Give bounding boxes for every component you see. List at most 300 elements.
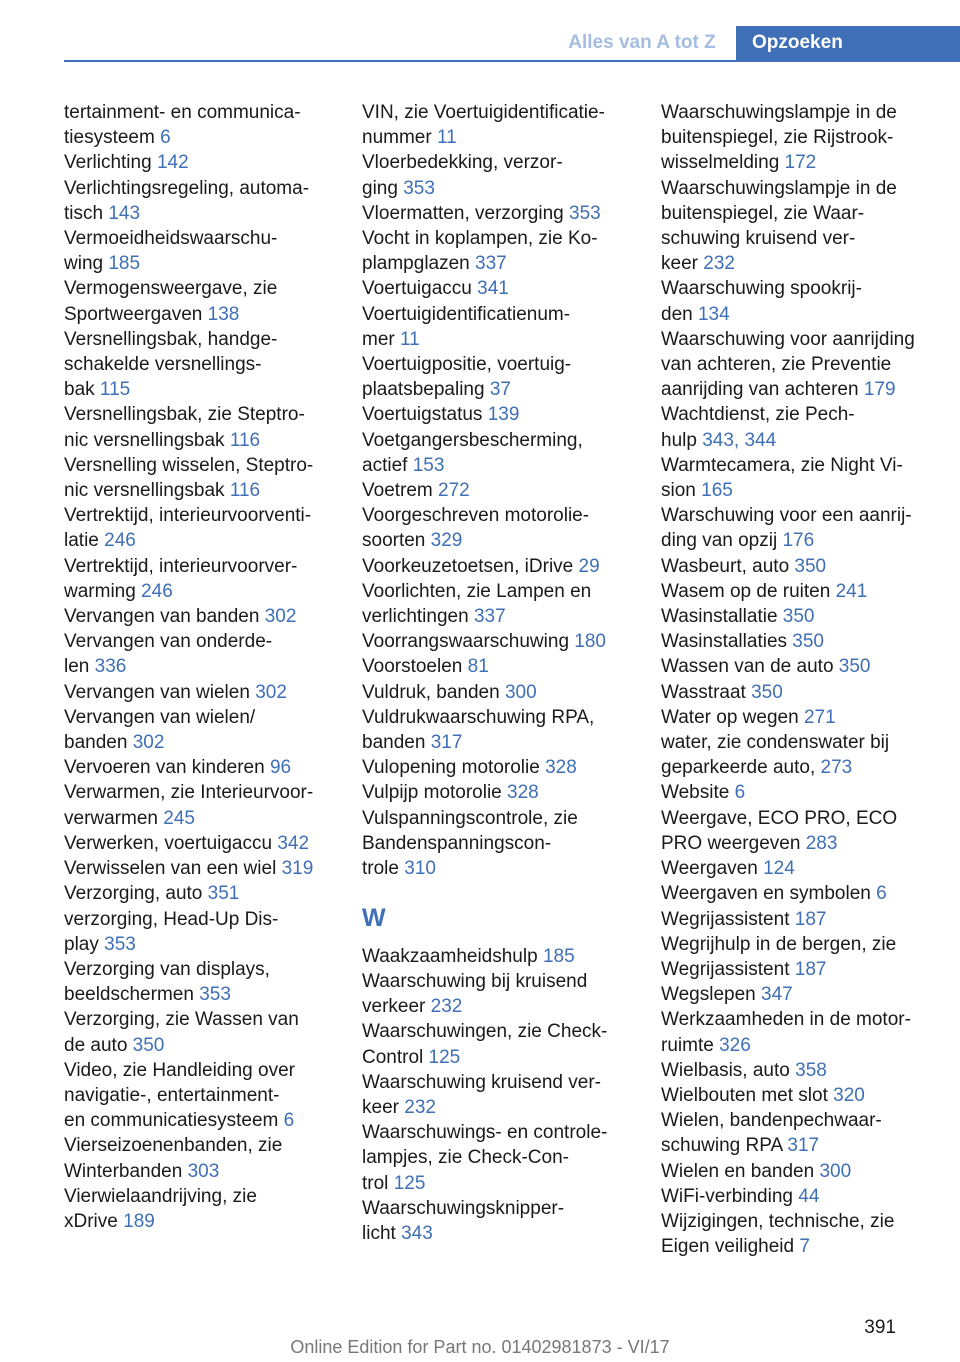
entry-line bbox=[661, 125, 931, 150]
entry-line bbox=[64, 554, 336, 579]
page-reference-link[interactable]: 273 bbox=[820, 757, 853, 779]
page-reference-link[interactable]: 350 bbox=[132, 1034, 165, 1056]
page-reference-link[interactable]: 165 bbox=[701, 480, 733, 502]
index-entry bbox=[362, 1196, 634, 1246]
page-reference-link[interactable]: 6 bbox=[160, 127, 171, 149]
entry-text: keer bbox=[362, 1096, 405, 1118]
page-reference-link[interactable]: 303 bbox=[187, 1160, 220, 1182]
entry-text: Waarschuwing bij kruisend bbox=[362, 970, 588, 992]
page-reference-link[interactable]: 320 bbox=[833, 1084, 865, 1106]
entry-line bbox=[362, 377, 634, 402]
entry-text: Vuldruk, banden bbox=[362, 681, 505, 703]
page-reference-link[interactable]: 180 bbox=[574, 631, 606, 653]
entry-text: Waarschuwing spookrij- bbox=[661, 278, 862, 300]
entry-line bbox=[661, 1209, 931, 1234]
page-reference-link[interactable]: 187 bbox=[794, 958, 827, 980]
entry-line bbox=[661, 1133, 931, 1158]
index-entry bbox=[362, 428, 634, 478]
entry-text: VIN, zie Voertuigidentificatie- bbox=[362, 102, 605, 123]
entry-line bbox=[64, 377, 336, 402]
entry-line bbox=[661, 201, 931, 226]
entry-line bbox=[64, 226, 336, 251]
entry-line bbox=[661, 327, 931, 352]
entry-line bbox=[661, 579, 931, 604]
page-reference-link[interactable]: 134 bbox=[697, 303, 730, 325]
index-entry bbox=[64, 503, 336, 553]
entry-text: Waarschuwingsknipper- bbox=[362, 1197, 565, 1219]
entry-text: nic versnellingsbak bbox=[64, 429, 230, 451]
entry-text: Verzorging, auto bbox=[64, 883, 208, 905]
index-entry bbox=[661, 503, 931, 553]
entry-line bbox=[362, 302, 634, 327]
index-entry bbox=[362, 806, 634, 882]
index-entry bbox=[362, 150, 634, 200]
page-reference-link[interactable]: 310 bbox=[404, 858, 436, 880]
index-entry bbox=[661, 629, 931, 654]
index-entry bbox=[64, 226, 336, 276]
entry-text: Weergaven en symbolen bbox=[661, 883, 877, 905]
entry-text: Voorkeuzetoetsen, iDrive bbox=[362, 555, 579, 577]
entry-line bbox=[64, 528, 336, 553]
index-entry bbox=[661, 100, 931, 176]
entry-text: Waarschuwings- en controle- bbox=[362, 1122, 608, 1144]
entry-line bbox=[661, 1083, 931, 1108]
entry-text: Voertuigidentificatienum- bbox=[362, 303, 571, 325]
index-entry bbox=[661, 1159, 931, 1184]
entry-line bbox=[64, 579, 336, 604]
entry-text: Vervangen van wielen/ bbox=[64, 706, 256, 728]
entry-text: Waarschuwing kruisend ver- bbox=[362, 1071, 601, 1093]
index-entry bbox=[64, 705, 336, 755]
index-entry bbox=[661, 780, 931, 805]
entry-text: Verzorging, zie Wassen van bbox=[64, 1009, 299, 1031]
entry-line bbox=[661, 654, 931, 679]
entry-line bbox=[362, 579, 634, 604]
page-reference-link[interactable]: 187 bbox=[794, 908, 827, 930]
entry-text: Verwisselen van een wiel bbox=[64, 858, 282, 880]
entry-text: Vermogensweergave, zie bbox=[64, 278, 278, 300]
page-reference-link[interactable]: 153 bbox=[412, 454, 445, 476]
page-number: 391 bbox=[864, 1317, 896, 1338]
page-reference-link[interactable]: 6 bbox=[734, 782, 746, 804]
page-reference-link[interactable]: 185 bbox=[542, 945, 575, 967]
entry-line bbox=[362, 1019, 634, 1044]
index-entry bbox=[64, 957, 336, 1007]
entry-text: Werkzaamheden in de motor- bbox=[661, 1009, 911, 1031]
index-entry bbox=[64, 1184, 336, 1234]
page-reference-link[interactable]: 138 bbox=[207, 303, 240, 325]
page-reference-link[interactable]: 7 bbox=[799, 1236, 810, 1258]
page-reference-link[interactable]: 189 bbox=[123, 1210, 155, 1232]
entry-text: Vermoeidheidswaarschu- bbox=[64, 228, 278, 250]
page-reference-link[interactable]: 300 bbox=[819, 1160, 852, 1182]
page-reference-link[interactable]: 185 bbox=[108, 253, 141, 275]
entry-line bbox=[661, 302, 931, 327]
page-reference-link[interactable]: 115 bbox=[99, 379, 131, 401]
entry-line bbox=[362, 680, 634, 705]
index-entry bbox=[362, 944, 634, 969]
entry-text: Voorlichten, zie Lampen en bbox=[362, 580, 592, 602]
entry-line bbox=[661, 428, 931, 453]
page-reference-link[interactable]: 351 bbox=[207, 883, 240, 905]
page-reference-link[interactable]: 353 bbox=[199, 984, 231, 1006]
index-column-2 bbox=[362, 100, 634, 1246]
entry-line bbox=[661, 453, 931, 478]
entry-line bbox=[362, 478, 634, 503]
entry-line bbox=[362, 1171, 634, 1196]
page-reference-link[interactable]: 245 bbox=[163, 807, 195, 829]
entry-line bbox=[64, 881, 336, 906]
entry-text: Waarschuwing voor aanrijding bbox=[661, 328, 915, 350]
page-reference-link[interactable]: 172 bbox=[784, 152, 817, 174]
entry-line bbox=[64, 100, 336, 125]
index-entry bbox=[661, 730, 931, 780]
entry-text: PRO weergeven bbox=[661, 832, 806, 854]
page-reference-link[interactable]: 176 bbox=[782, 530, 815, 552]
page-reference-link[interactable]: 29 bbox=[578, 555, 600, 577]
index-entry bbox=[64, 629, 336, 679]
entry-line bbox=[362, 994, 634, 1019]
page-reference-link[interactable]: 358 bbox=[795, 1059, 827, 1081]
index-entry bbox=[64, 1133, 336, 1183]
entry-line bbox=[661, 730, 931, 755]
page-reference-link[interactable]: 300 bbox=[504, 681, 537, 703]
page-reference-link[interactable]: 37 bbox=[489, 379, 511, 401]
entry-line bbox=[362, 780, 634, 805]
entry-line bbox=[362, 730, 634, 755]
entry-text: Vervangen van banden bbox=[64, 606, 265, 628]
entry-line bbox=[64, 1058, 336, 1083]
entry-line bbox=[661, 100, 931, 125]
page-reference-link[interactable]: 139 bbox=[487, 404, 520, 426]
index-entry bbox=[661, 1184, 931, 1209]
entry-line bbox=[64, 730, 336, 755]
entry-line bbox=[661, 554, 931, 579]
entry-line bbox=[661, 150, 931, 175]
page-reference-link[interactable]: 232 bbox=[703, 253, 735, 275]
page-reference-link[interactable]: 337 bbox=[473, 606, 506, 628]
entry-text: Vierwielaandrijving, zie bbox=[64, 1185, 257, 1207]
entry-text: Vervangen van wielen bbox=[64, 681, 256, 703]
page-reference-link[interactable]: 350 bbox=[794, 555, 827, 577]
index-entry bbox=[64, 881, 336, 906]
entry-text: Wegrijhulp in de bergen, zie bbox=[661, 933, 897, 955]
index-entry bbox=[64, 453, 336, 503]
page-reference-link[interactable]: 232 bbox=[404, 1096, 436, 1118]
entry-line bbox=[64, 680, 336, 705]
entry-text: soorten bbox=[362, 530, 431, 552]
entry-text: Website bbox=[661, 782, 735, 804]
entry-line bbox=[661, 251, 931, 276]
page-reference-link[interactable]: 246 bbox=[141, 580, 173, 602]
entry-line bbox=[661, 1234, 931, 1259]
page-reference-link[interactable]: 246 bbox=[104, 530, 136, 552]
entry-text: Sportweergaven bbox=[64, 303, 208, 325]
entry-text: beeldschermen bbox=[64, 984, 200, 1006]
entry-line bbox=[64, 1209, 336, 1234]
entry-text: Wasstraat bbox=[661, 681, 752, 703]
page-reference-link[interactable]: 302 bbox=[255, 681, 287, 703]
entry-text: Waarschuwingslampje in de bbox=[661, 177, 897, 199]
page-reference-link[interactable]: 271 bbox=[803, 706, 836, 728]
page-reference-link[interactable]: 343, 344 bbox=[702, 429, 777, 451]
page-reference-link[interactable]: 11 bbox=[436, 127, 457, 149]
entry-text: banden bbox=[362, 732, 431, 754]
page-reference-link[interactable]: 142 bbox=[156, 152, 189, 174]
entry-text: WiFi-verbinding bbox=[661, 1185, 799, 1207]
entry-text: Vulspanningscontrole, zie bbox=[362, 807, 578, 829]
entry-line bbox=[64, 1159, 336, 1184]
index-entry bbox=[362, 352, 634, 402]
page-reference-link[interactable]: 143 bbox=[108, 202, 141, 224]
entry-line bbox=[362, 1145, 634, 1170]
entry-text: xDrive bbox=[64, 1210, 124, 1232]
entry-line bbox=[661, 1007, 931, 1032]
page-reference-link[interactable]: 302 bbox=[264, 606, 297, 628]
entry-line bbox=[362, 1221, 634, 1246]
entry-line bbox=[661, 1033, 931, 1058]
entry-text: wisselmelding bbox=[661, 152, 785, 174]
page-reference-link[interactable]: 6 bbox=[283, 1110, 295, 1132]
entry-line bbox=[64, 453, 336, 478]
entry-text: ding van opzij bbox=[661, 530, 783, 552]
page-reference-link[interactable]: 272 bbox=[438, 480, 470, 502]
page-reference-link[interactable]: 317 bbox=[787, 1135, 820, 1157]
entry-text: Voertuigstatus bbox=[362, 404, 488, 426]
page-reference-link[interactable]: 124 bbox=[763, 858, 795, 880]
page-reference-link[interactable]: 81 bbox=[467, 656, 489, 678]
entry-line bbox=[64, 957, 336, 982]
entry-text: Voorgeschreven motorolie- bbox=[362, 505, 590, 527]
page-reference-link[interactable]: 241 bbox=[835, 580, 868, 602]
entry-text: Verlichtingsregeling, automa- bbox=[64, 177, 310, 199]
page-reference-link[interactable]: 329 bbox=[430, 530, 463, 552]
entry-text: mer bbox=[362, 328, 400, 350]
index-entry bbox=[64, 680, 336, 705]
entry-text: Waarschuwingslampje in de bbox=[661, 102, 897, 123]
index-entry bbox=[661, 881, 931, 906]
entry-line bbox=[64, 176, 336, 201]
entry-text: Voorrangswaarschuwing bbox=[362, 631, 575, 653]
entry-text: Wegslepen bbox=[661, 984, 761, 1006]
page-reference-link[interactable]: 341 bbox=[477, 278, 509, 300]
entry-line bbox=[362, 944, 634, 969]
index-entry bbox=[362, 201, 634, 226]
page-reference-link[interactable]: 353 bbox=[569, 202, 601, 224]
page-reference-link[interactable]: 179 bbox=[863, 379, 896, 401]
entry-text: Video, zie Handleiding over bbox=[64, 1059, 295, 1081]
page-reference-link[interactable]: 44 bbox=[798, 1185, 820, 1207]
entry-line bbox=[661, 1159, 931, 1184]
page-reference-link[interactable]: 317 bbox=[430, 732, 463, 754]
entry-line bbox=[661, 629, 931, 654]
page-reference-link[interactable]: 328 bbox=[507, 782, 539, 804]
entry-line bbox=[362, 150, 634, 175]
page-reference-link[interactable]: 337 bbox=[475, 253, 507, 275]
header-tab-opzoeken: Opzoeken bbox=[736, 26, 960, 62]
entry-line bbox=[64, 1108, 336, 1133]
entry-line bbox=[362, 276, 634, 301]
entry-line bbox=[661, 856, 931, 881]
entry-text: verkeer bbox=[362, 996, 431, 1018]
index-entry bbox=[64, 780, 336, 830]
index-entry bbox=[362, 1070, 634, 1120]
page-reference-link[interactable]: 302 bbox=[132, 732, 165, 754]
entry-line bbox=[661, 932, 931, 957]
entry-text: Warschuwing voor een aanrij- bbox=[661, 505, 912, 527]
entry-line bbox=[362, 176, 634, 201]
entry-line bbox=[362, 352, 634, 377]
page-reference-link[interactable]: 125 bbox=[428, 1046, 461, 1068]
index-entry bbox=[661, 1209, 931, 1259]
page-reference-link[interactable]: 353 bbox=[104, 933, 136, 955]
entry-text: Wasem op de ruiten bbox=[661, 580, 836, 602]
index-entry bbox=[362, 100, 634, 150]
page-reference-link[interactable]: 283 bbox=[805, 832, 838, 854]
page-reference-link[interactable]: 319 bbox=[281, 858, 314, 880]
entry-line bbox=[64, 1184, 336, 1209]
index-entry bbox=[362, 755, 634, 780]
index-entry bbox=[661, 1007, 931, 1057]
entry-line bbox=[362, 100, 634, 125]
entry-line bbox=[64, 629, 336, 654]
page-reference-link[interactable]: 353 bbox=[403, 177, 435, 199]
entry-line bbox=[64, 201, 336, 226]
page-reference-link[interactable]: 232 bbox=[430, 996, 463, 1018]
entry-text: Verlichting bbox=[64, 152, 157, 174]
entry-text: Wegrijassistent bbox=[661, 958, 795, 980]
page-reference-link[interactable]: 116 bbox=[229, 429, 261, 451]
entry-text: licht bbox=[362, 1222, 402, 1244]
entry-text: Vervoeren van kinderen bbox=[64, 757, 270, 779]
entry-line bbox=[362, 201, 634, 226]
entry-text: Wachtdienst, zie Pech- bbox=[661, 404, 855, 426]
index-entry bbox=[64, 176, 336, 226]
entry-text: lampjes, zie Check-Con- bbox=[362, 1147, 569, 1169]
entry-line bbox=[362, 528, 634, 553]
entry-line bbox=[64, 276, 336, 301]
entry-text: tisch bbox=[64, 202, 109, 224]
entry-text: banden bbox=[64, 732, 133, 754]
index-entry bbox=[362, 503, 634, 553]
entry-text: Versnellingsbak, handge- bbox=[64, 328, 278, 350]
entry-text: verzorging, Head-Up Dis- bbox=[64, 908, 279, 930]
page-reference-link[interactable]: 116 bbox=[229, 480, 261, 502]
index-entry bbox=[661, 579, 931, 604]
entry-text: Vulpijp motorolie bbox=[362, 782, 508, 804]
index-entry bbox=[362, 629, 634, 654]
entry-text: de auto bbox=[64, 1034, 133, 1056]
page-header bbox=[0, 0, 960, 62]
page-reference-link[interactable]: 336 bbox=[94, 656, 127, 678]
page-reference-link[interactable]: 350 bbox=[751, 681, 783, 703]
entry-line bbox=[64, 327, 336, 352]
page-reference-link[interactable]: 96 bbox=[269, 757, 292, 779]
page-reference-link[interactable]: 342 bbox=[277, 832, 310, 854]
entry-line bbox=[362, 402, 634, 427]
entry-text: en communicatiesysteem bbox=[64, 1110, 284, 1132]
page-reference-link[interactable]: 11 bbox=[400, 328, 420, 350]
page-reference-link[interactable]: 328 bbox=[545, 757, 577, 779]
entry-line bbox=[64, 428, 336, 453]
entry-line bbox=[661, 503, 931, 528]
index-entry bbox=[64, 856, 336, 881]
entry-line bbox=[362, 856, 634, 881]
index-entry bbox=[661, 932, 931, 982]
entry-line bbox=[661, 831, 931, 856]
index-entry bbox=[362, 705, 634, 755]
entry-line bbox=[661, 276, 931, 301]
index-entry bbox=[64, 907, 336, 957]
page-reference-link[interactable]: 350 bbox=[782, 606, 815, 628]
entry-line bbox=[661, 176, 931, 201]
entry-line bbox=[362, 428, 634, 453]
index-entry bbox=[362, 780, 634, 805]
entry-line bbox=[362, 1045, 634, 1070]
page-reference-link[interactable]: 347 bbox=[761, 984, 793, 1006]
index-entry bbox=[64, 100, 336, 150]
entry-text: Bandenspanningscon- bbox=[362, 832, 552, 854]
entry-text: Versnellingsbak, zie Steptro- bbox=[64, 404, 305, 426]
index-entry bbox=[661, 705, 931, 730]
page-reference-link[interactable]: 343 bbox=[401, 1222, 433, 1244]
entry-line bbox=[64, 478, 336, 503]
entry-line bbox=[362, 503, 634, 528]
index-entry bbox=[64, 327, 336, 403]
entry-line bbox=[661, 604, 931, 629]
entry-text: Wasbeurt, auto bbox=[661, 555, 795, 577]
entry-line bbox=[64, 150, 336, 175]
entry-line bbox=[661, 377, 931, 402]
entry-line bbox=[64, 856, 336, 881]
entry-text: Verzorging van displays, bbox=[64, 958, 270, 980]
entry-line bbox=[362, 604, 634, 629]
index-entry bbox=[64, 1058, 336, 1134]
entry-line bbox=[64, 251, 336, 276]
entry-line bbox=[64, 402, 336, 427]
entry-text: Verwarmen, zie Interieurvoor- bbox=[64, 782, 314, 804]
page-reference-link[interactable]: 326 bbox=[719, 1034, 751, 1056]
entry-text: Vervangen van onderde- bbox=[64, 631, 273, 653]
entry-text: nic versnellingsbak bbox=[64, 480, 230, 502]
index-entry bbox=[362, 226, 634, 276]
page-reference-link[interactable]: 350 bbox=[838, 656, 871, 678]
index-entry bbox=[64, 604, 336, 629]
entry-text: Weergave, ECO PRO, ECO bbox=[661, 807, 898, 829]
page-reference-link[interactable]: 6 bbox=[876, 883, 887, 905]
page-reference-link[interactable]: 350 bbox=[792, 631, 824, 653]
entry-text: Winterbanden bbox=[64, 1160, 188, 1182]
entry-text: Wasinstallaties bbox=[661, 631, 793, 653]
index-entry bbox=[661, 604, 931, 629]
entry-text: Voertuigpositie, voertuig- bbox=[362, 354, 572, 376]
entry-line bbox=[362, 1095, 634, 1120]
index-entry bbox=[362, 680, 634, 705]
entry-line bbox=[362, 1120, 634, 1145]
index-entry bbox=[64, 150, 336, 175]
index-entry bbox=[362, 276, 634, 301]
entry-line bbox=[661, 478, 931, 503]
page-reference-link[interactable]: 125 bbox=[393, 1172, 426, 1194]
entry-line bbox=[362, 969, 634, 994]
entry-text: Waarschuwingen, zie Check- bbox=[362, 1021, 608, 1043]
entry-text: navigatie-, entertainment- bbox=[64, 1084, 280, 1106]
entry-text: Eigen veiligheid bbox=[661, 1236, 800, 1258]
index-entry bbox=[362, 1120, 634, 1196]
entry-text: verwarmen bbox=[64, 807, 164, 829]
index-entry bbox=[661, 402, 931, 452]
entry-text: Vocht in koplampen, zie Ko- bbox=[362, 228, 598, 250]
